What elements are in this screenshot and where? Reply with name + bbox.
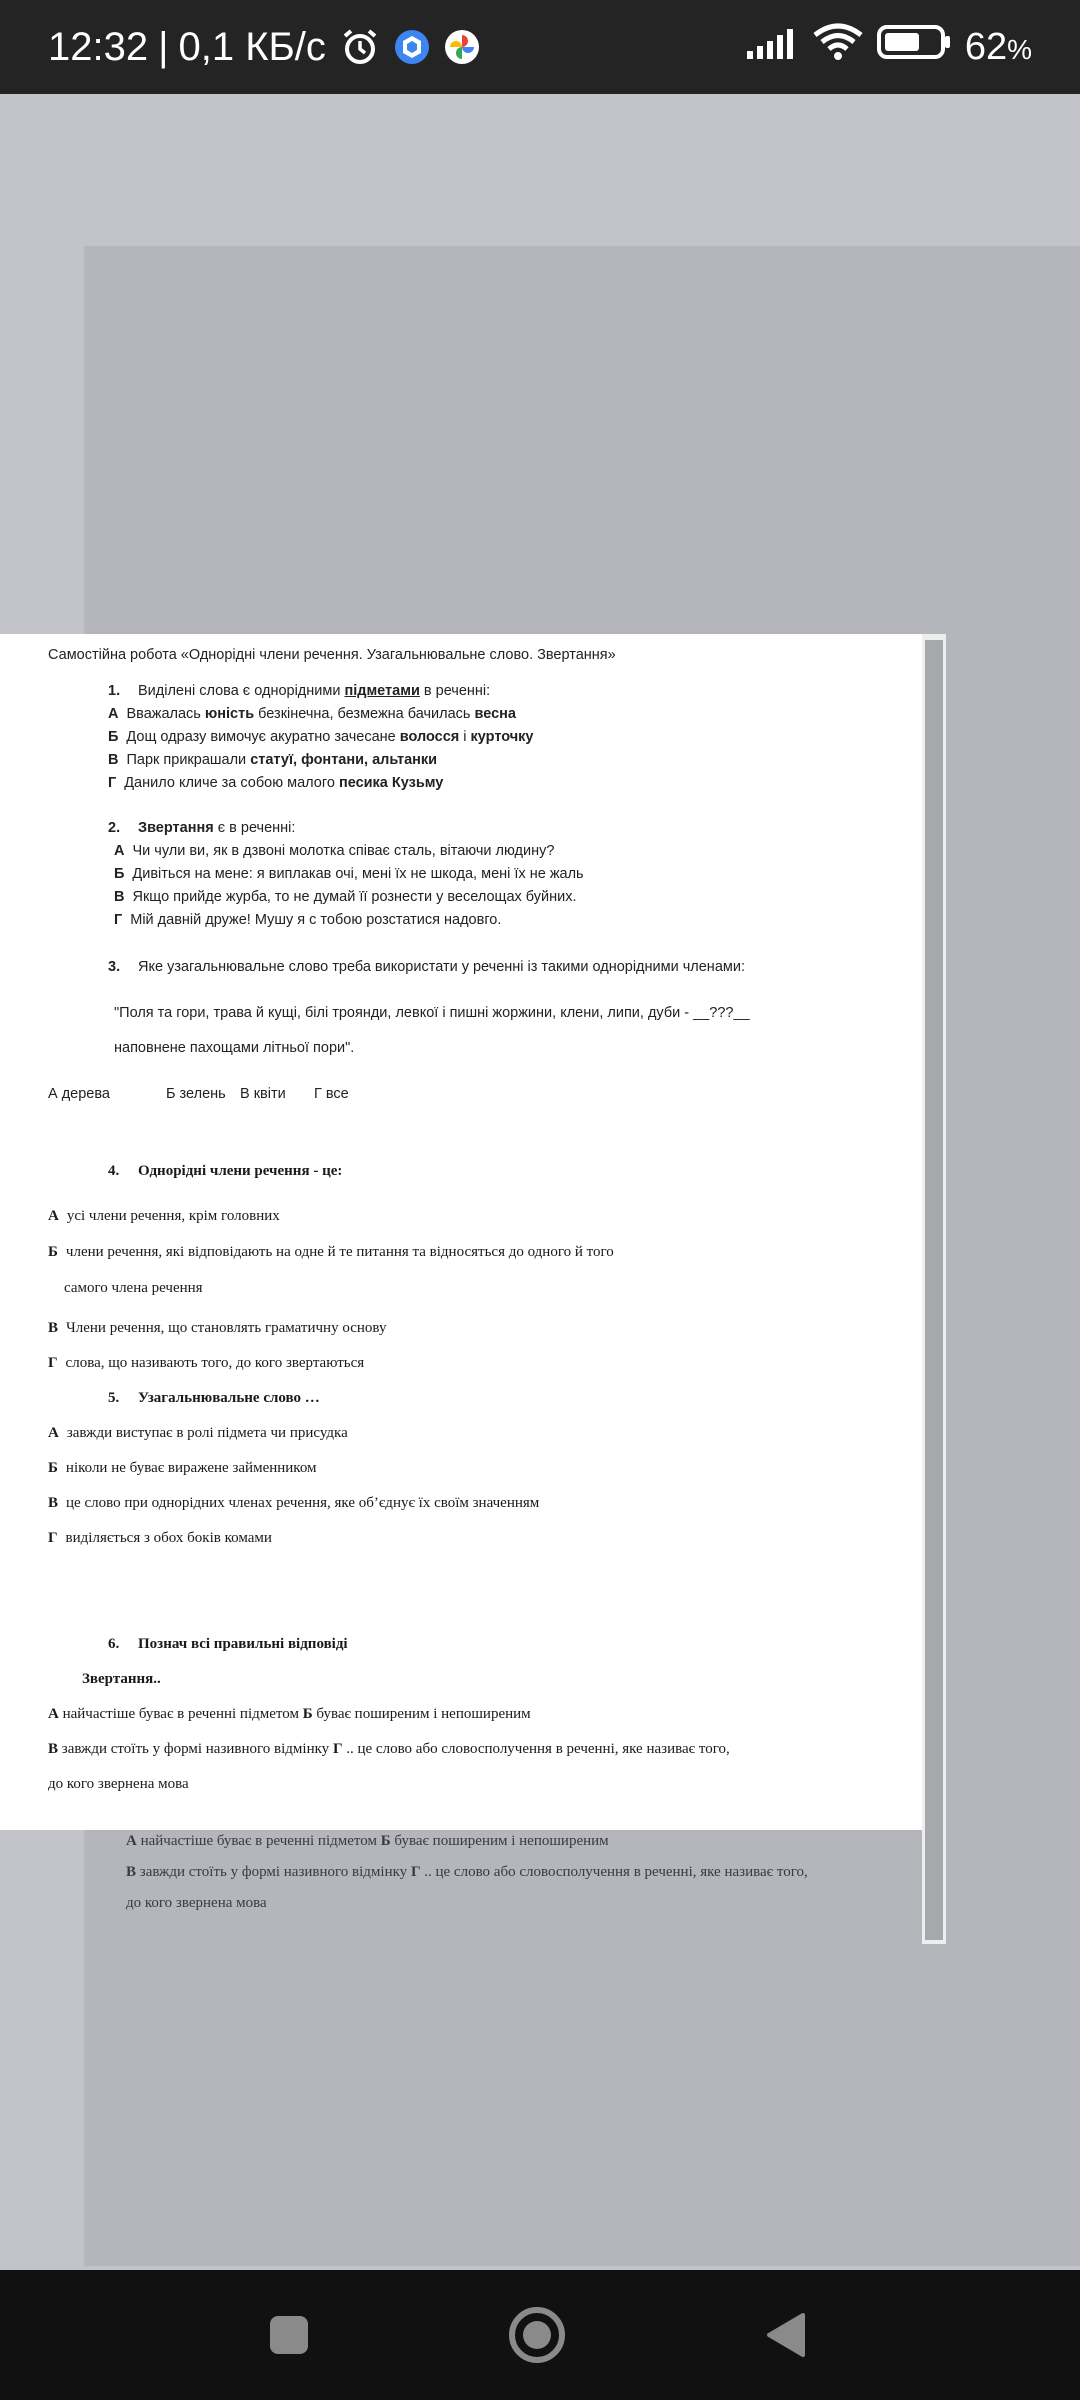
q4-option-b-cont: самого члена речення [64,1280,203,1296]
app-notification-icon [394,29,430,65]
q4-option-a: А усі члени речення, крім головних [48,1208,280,1224]
q3-option-g: Г все [314,1086,349,1102]
q3-option-v: В квіти [240,1086,286,1102]
q5-option-v: В це слово при однорідних членах речення, яке об’єднує їх своїм значенням [48,1495,540,1511]
q6-options-line-2: В завжди стоїть у формі називного відмінку Г .. це слово або словосполучення в реченні, яке називає того, [48,1741,730,1757]
question-6: 6. Познач всі правильні відповіді [108,1636,348,1652]
question-4: 4. Однорідні члени речення - це: [108,1163,343,1179]
network-speed: 0,1 КБ/с [178,24,326,69]
q2-option-b: Б Дивіться на мене: я виплакав очі, мені їх не шкода, мені їх не жаль [114,866,584,882]
alarm-icon [340,27,380,67]
status-separator: | [158,24,169,69]
q3-quote-line-1: "Поля та гори, трава й кущі, білі троянди, левкої і пишні жоржини, клени, липи, дуби - __???__ [114,1005,750,1021]
question-1: 1. Виділені слова є однорідними підметами в реченні: [108,683,491,699]
q5-option-g: Г виділяється з обох боків комами [48,1530,272,1546]
clock: 12:32 [48,24,149,69]
q2-option-a: А Чи чули ви, як в дзвоні молотка співає сталь, вітаючи людину? [114,843,555,859]
q2-option-v: В Якщо прийде журба, то не думай її рознести у веселощах буйних. [114,889,577,905]
q1-option-g: Г Данило кличе за собою малого песика Кузьму [108,775,444,791]
question-3: 3. Яке узагальнювальне слово треба використати у реченні із такими однорідними членами: [108,959,745,975]
q6-options-line-1: А найчастіше буває в реченні підметом Б буває поширеним і непоширеним [48,1706,531,1722]
scrollbar-thumb[interactable] [925,640,943,1940]
battery-percent: 62% [964,25,1032,68]
google-photos-icon [444,29,480,65]
viewer-background [0,94,1080,246]
recent-apps-button[interactable] [256,2302,322,2368]
square-icon [269,2315,309,2355]
status-bar [0,0,1080,94]
back-button[interactable] [752,2302,818,2368]
home-button[interactable] [504,2302,570,2368]
signal-icon [747,26,799,69]
question-2: 2. Звертання є в реченні: [108,820,296,836]
document-page[interactable] [0,634,922,1830]
status-left [48,0,480,94]
q1-option-b: Б Дощ одразу вимочує акуратно зачесане волосся і курточку [108,729,534,745]
q5-option-a: А завжди виступає в ролі підмета чи присудка [48,1425,348,1441]
q6-options-line-3: до кого звернена мова [48,1776,189,1792]
q6-subtitle: Звертання.. [82,1671,161,1687]
q4-option-b: Б члени речення, які відповідають на одне й те питання та відносяться до одного й того [48,1244,614,1260]
document-title: Самостійна робота «Однорідні члени речення. Узагальнювальне слово. Звертання» [48,647,616,663]
back-triangle-icon [763,2311,807,2359]
q4-option-v: В Члени речення, що становлять граматичну основу [48,1320,387,1336]
q3-quote-line-2: наповнене пахощами літньої пори". [114,1040,355,1056]
q2-option-g: Г Мій давній друже! Мушу я с тобою розстатися надовго. [114,912,502,928]
status-right [747,0,1032,94]
q3-option-a: А дерева [48,1086,110,1102]
q1-option-a: А Вважалась юність безкінечна, безмежна бачилась весна [108,706,516,722]
question-5: 5. Узагальнювальне слово … [108,1390,320,1406]
q4-option-g: Г слова, що називають того, до кого звертаються [48,1355,365,1371]
q3-option-b: Б зелень [166,1086,226,1102]
q5-option-b: Б ніколи не буває виражене займенником [48,1460,317,1476]
ghost-page-text: А найчастіше буває в реченні підметом Б буває поширеним і непоширеним В завжди стоїть у формі називного відмінку Г .. це слово або словосполучення в реченні, яке називає того, до кого звернена мова [126,1833,808,1911]
wifi-icon [813,23,863,71]
navigation-bar [0,2270,1080,2400]
battery-icon [877,24,951,70]
q1-option-v: В Парк прикрашали статуї, фонтани, альтанки [108,752,438,768]
home-circle-icon [508,2306,566,2364]
